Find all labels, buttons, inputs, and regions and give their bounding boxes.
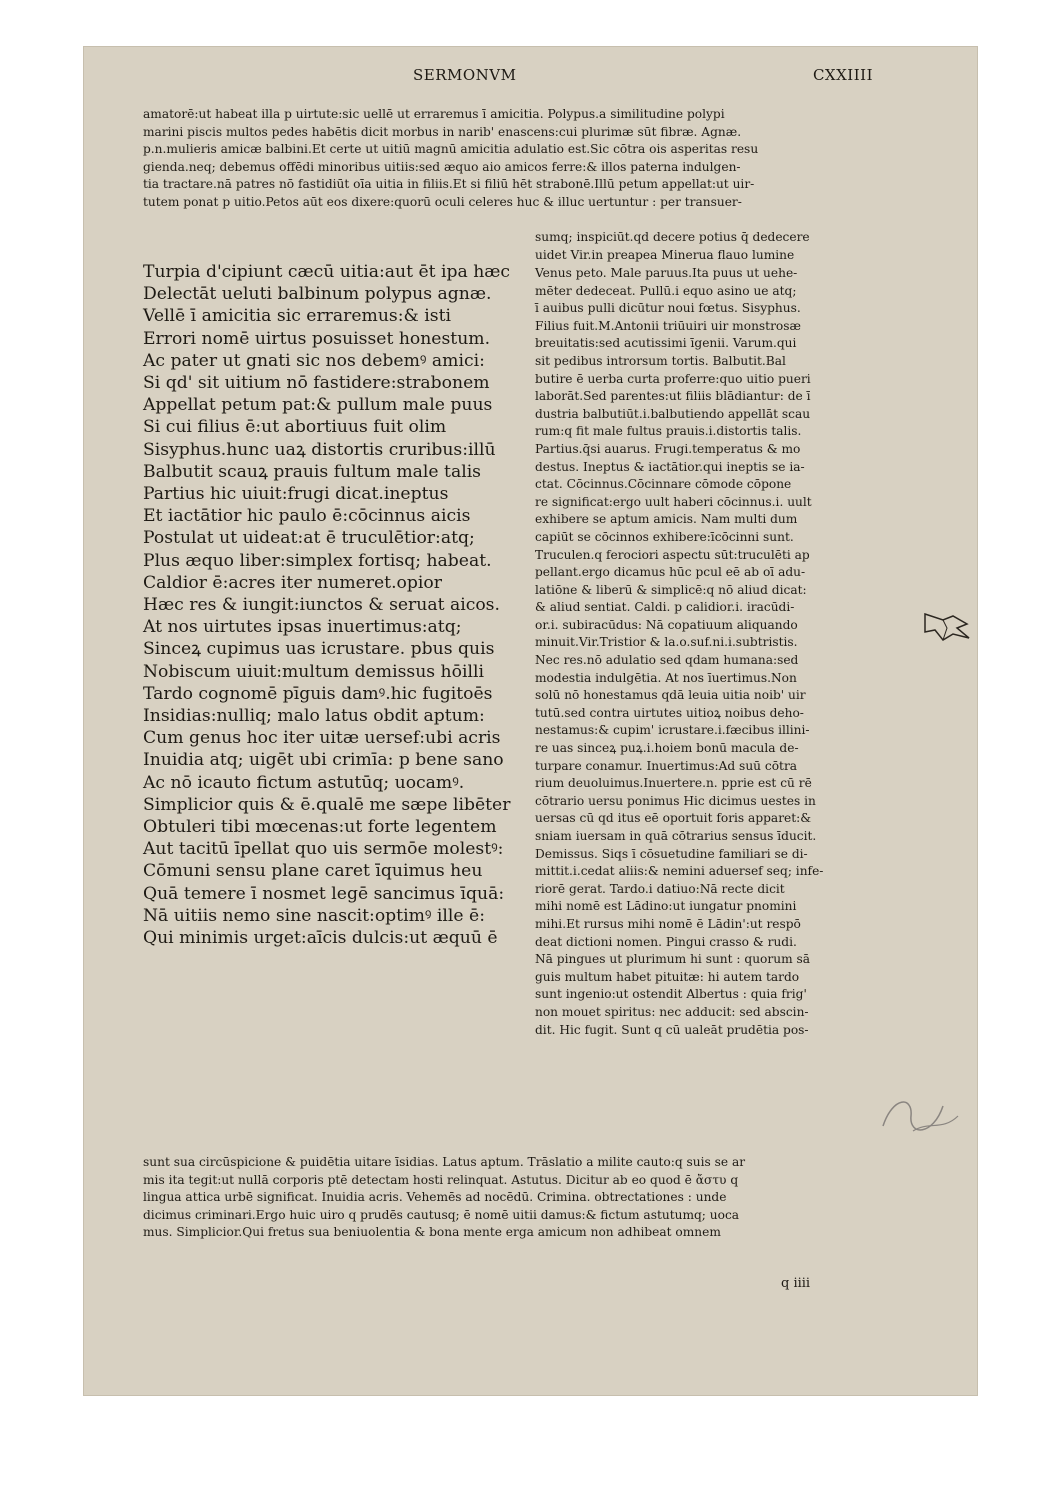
verse-column [143,261,510,949]
commentary-line: marini piscis multos pedes habētis dicit morbus in narib' enascens:cui plurimæ sūt fibræ. Agnæ. [143,124,742,139]
commentary-right-column [535,265,823,1039]
commentary-line: latiōne & liberū & simplicē:q nō aliud dicat: [535,582,807,597]
verse-line: Postulat ut uideat:at ē truculētior:atq; [143,528,475,549]
verse-line: Sisyphus.hunc uaꝝ distortis cruribus:illū [143,439,496,460]
verse-line: Cum genus hoc iter uitæ uersef:ubi acris [143,728,501,749]
commentary-line: guis multum habet pituitæ: hi autem tardo [535,969,800,984]
commentary-line: amatorē:ut habeat illa p uirtute:sic uellē ut erraremus ī amicitia. Polypus.a similitudine polypi [143,107,725,121]
bottom-commentary [143,1154,745,1242]
folio-number: CXXIIII [812,66,873,84]
verse-line: Qui minimis urget:aīcis dulcis:ut æquū ē [143,928,498,949]
pencil-annotation-icon [873,1086,963,1146]
verse-line: Vellē ī amicitia sic erraremus:& isti [143,306,451,327]
verse-line: Insidias:nulliq; malo latus obdit aptum: [143,706,485,727]
verse-line: At nos uirtutes ipsas inuertimus:atq; [143,617,462,638]
commentary-line: mittit.i.cedat aliis:& nemini aduersef seq; infe- [535,864,824,879]
verse-line: Turpia d'cipiunt cæcū uitia:aut ēt ipa hæc [143,262,511,282]
verse-line: Caldior ē:acres iter numeret.opior [143,572,442,593]
commentary-line: tutem ponat p uitio.Petos aūt eos dixere:quorū oculi celeres huc & illuc uertuntur : per transuer- [143,194,742,209]
verse-line: Simplicior quis & ē.qualē me sæpe libēter [143,794,511,815]
verse-line: Si cui filius ē:ut abortiuus fuit olim [143,417,447,438]
verse-line: Et iactātior hic paulo ē:cōcinnus aicis [143,506,471,527]
verse-line: Delectāt ueluti balbinum polypus agnæ. [143,284,492,305]
commentary-line: dit. Hic fugit. Sunt q cū ualeāt prudētia pos- [535,1022,809,1037]
commentary-line: rum:q fit male fultus prauis.i.distortis talis. [535,424,802,439]
commentary-line: uidet Vir.in preapea Minerua flauo lumine [535,247,795,262]
commentary-line: modestia indulgētia. At nos īuertimus.Non [535,670,797,685]
verse-line: Nā uitiis nemo sine nascit:optimꝰ ille ē: [143,905,485,926]
verse-line: Errori nomē uirtus posuisset honestum. [143,328,491,349]
verse-line: Partius hic uiuit:frugi dicat.ineptus [143,484,449,505]
commentary-line: lingua attica urbē significat. Inuidia acris. Vehemēs ad nocēdū. Crimina. obtrectationes : unde [143,1190,727,1205]
commentary-line: re uas sinceꝝ puꝝ.i.hoiem bonū macula de- [535,741,799,756]
commentary-line: re significat:ergo uult haberi cōcinnus.i. uult [535,494,812,509]
verse-line: Aut tacitū īpellat quo uis sermōe molestꝰ: [143,839,504,860]
verse-line: Si qd' sit uitium nō fastidere:strabonem [143,373,490,394]
book-page [83,46,978,1396]
verse-line: Obtuleri tibi mœcenas:ut forte legentem [143,817,497,838]
commentary-line: breuitatis:sed acutissimi īgenii. Varum.qui [535,336,797,351]
verse-line: Balbutit scauꝝ prauis fultum male talis [143,461,482,482]
commentary-line: Venus peto. Male paruus.Ita puus ut uehe- [535,266,798,280]
commentary-line: gienda.neq; debemus offēdi minoribus uitiis:sed æquo aio amicos ferre:& illos paterna indulgen- [143,159,741,174]
commentary-line: solū nō honestamus qdā leuia uitia noib' uir [535,688,806,703]
commentary-line: laborāt.Sed parentes:ut filiis blādiantur: de ī [535,389,811,404]
verse-line: Appellat petum pat:& pullum male puus [143,395,493,416]
commentary-line: butire ē uerba curta proferre:quo uitio pueri [535,371,811,386]
commentary-line: Truculen.q ferociori aspectu sūt:truculēti ap [535,547,810,562]
signature-mark: q iiii [781,1276,811,1291]
commentary-line: riorē gerat. Tardo.i datiuo:Nā recte dicit [535,881,785,896]
commentary-line: destus. Ineptus & iactātior.qui ineptis se ia- [535,459,805,474]
commentary-line: minuit.Vir.Tristior & la.o.suf.ni.i.subtristis. [535,635,798,650]
commentary-line: uersas cū qd itus eē oportuit foris apparet:& [535,811,812,826]
commentary-line: sunt ingenio:ut ostendit Albertus : quia frig' [535,987,807,1002]
commentary-line: tia tractare.nā patres nō fastidiūt oīa uitia in filiis.Et si filiū hēt strabonē.Illū petum appellat:ut uir- [143,177,755,192]
commentary-line: tutū.sed contra uirtutes uitioꝝ noibus deho- [535,705,804,720]
verse-line: Tardo cognomē pīguis damꝰ.hic fugitoēs [143,683,493,704]
commentary-line: mus. Simplicior.Qui fretus sua beniuolentia & bona mente erga amicum non adhibeat omnem [143,1225,721,1240]
commentary-line: Partius.q̄si auarus. Frugi.temperatus & mo [535,441,801,456]
running-title: SERMONVM [413,66,517,84]
commentary-line: ī auibus pulli dicūtur noui fœtus. Sisyphus. [535,301,801,316]
commentary-line: Demissus. Siqs ī cōsuetudine familiari se di- [535,846,808,861]
verse-line: Hæc res & iungit:iunctos & seruat aicos. [143,595,500,616]
commentary-line: mēter dedeceat. Pullū.i equo asino ue atq; [535,283,797,298]
commentary-line: turpare conamur. Inuertimus:Ad suū cōtra [535,758,798,773]
commentary-line: sit pedibus introrsum tortis. Balbutit.Bal [535,353,786,368]
commentary-line: ctat. Cōcinnus.Cōcinnare cōmode cōpone [535,477,792,492]
commentary-line: cōtrario uersu ponimus Hic dicimus uestes in [535,793,816,808]
commentary-line: non mouet spiritus: nec adducit: sed abscin- [535,1004,809,1019]
commentary-line: sunt sua circūspicione & puidētia uitare īsidias. Latus aptum. Trāslatio a milite cauto:q suis se ar [143,1155,746,1169]
commentary-line: pellant.ergo dicamus hūc pcul eē ab oī adu- [535,565,806,580]
verse-line: Nobiscum uiuit:multum demissus hōilli [143,661,484,682]
verse-line: Quā temere ī nosmet legē sancimus īquā: [143,883,505,904]
commentary-line: dustria balbutiūt.i.balbutiendo appellāt scau [535,406,811,421]
verse-line: Cōmuni sensu plane caret īquimus heu [143,861,483,882]
verse-line: Ac nō icauto fictum astutūq; uocamꝰ. [143,772,465,793]
commentary-line: p.n.mulieris amicæ balbini.Et certe ut uitiū magnū amicitia adulatio est.Sic cōtra ois asperitas resu [143,142,759,157]
commentary-line: deat dictioni nomen. Pingui crasso & rudi. [535,934,797,949]
commentary-line: mihi.Et rursus mihi nomē ē Lādin':ut respō [535,916,801,931]
verse-line: Inuidia atq; uigēt ubi crimīa: p bene sano [143,750,504,771]
commentary-line: dicimus criminari.Ergo huic uiro q prudēs cautusq; ē nomē uitii damus:& fictum astutumq; uoca [143,1207,740,1222]
commentary-line: nestamus:& cupim' icrustare.i.fæcibus illini- [535,723,810,738]
commentary-line: exhibere se aptum amicis. Nam multi dum [535,512,798,527]
commentary-line: or.i. subiracūdus: Nā copatiuum aliquando [535,617,798,632]
commentary-line: & aliud sentiat. Caldi. p calidior.i. iracūdi- [535,600,795,615]
commentary-line: Nā pingues ut plurimum hi sunt : quorum sā [535,952,811,967]
top-commentary [143,106,758,212]
commentary-line: mihi nomē est Lādino:ut iungatur pnomini [535,899,797,914]
commentary-line: capiūt se cōcinnos exhibere:īcōcinni sunt. [535,529,794,544]
verse-line: Sinceꝝ cupimus uas icrustare. pbus quis [143,639,495,660]
commentary-line: mis ita tegit:ut nullā corporis ptē detectam hosti relinquat. Astutus. Dicitur ab eo quod ē ἄστυ q [143,1172,739,1187]
commentary-line: sumq; inspiciūt.qd decere potius q̄ dedecere [535,230,810,244]
commentary-line: rium deuoluimus.Inuertere.n. pprie est cū rē [535,776,812,791]
commentary-right-start [535,229,810,264]
verse-line: Ac pater ut gnati sic nos debemꝰ amici: [143,350,485,371]
commentary-line: Filius fuit.M.Antonii triūuiri uir monstrosæ [535,318,801,333]
pointing-hand-icon [923,606,973,646]
verse-line: Plus æquo liber:simplex fortisq; habeat. [143,550,492,571]
commentary-line: sniam iuersam in quā cōtrarius sensus īducit. [535,829,817,843]
commentary-line: Nec res.nō adulatio sed qdam humana:sed [535,653,799,668]
